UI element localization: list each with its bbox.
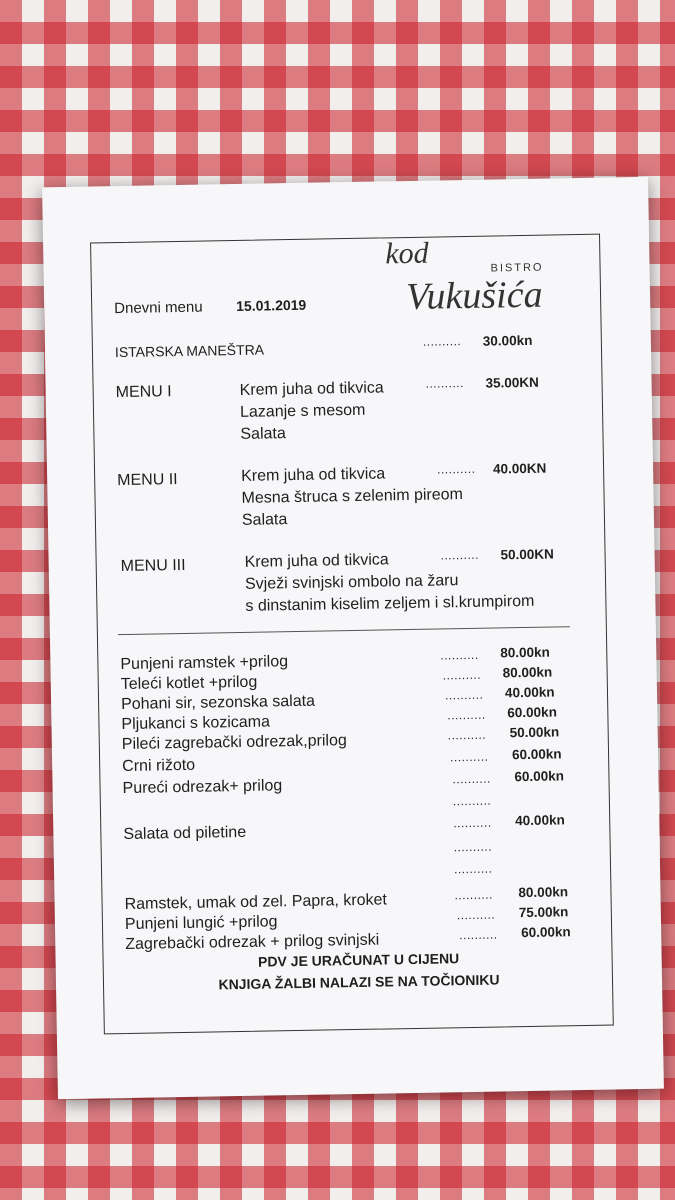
menu-2-line-3: Salata [241,511,288,529]
footer-complaints: KNJIGA ŽALBI NALAZI SE NA TOČIONIKU [218,971,500,993]
menu-sheet [42,177,664,1099]
item-8-name: Salata od piletine [123,823,247,844]
menu-3-line-2: Svježi svinjski ombolo na žaru [244,572,459,593]
item-6-dots: .......... [449,749,489,765]
item-3-price: 40.00kn [504,684,555,701]
dnevni-menu-label: Dnevni menu [114,298,203,318]
menu-1-label: MENU I [115,383,172,402]
item-10-price: 75.00kn [518,904,569,921]
menu-1-line-3: Salata [240,425,286,443]
item-9-price: 80.00kn [518,884,569,901]
item-1-dots: .......... [440,647,479,663]
menu-1-line-1: Krem juha od tikvica [239,379,384,399]
menu-3-dots: .......... [440,547,480,563]
logo-bistro: BISTRO [490,261,544,275]
item-2-dots: .......... [442,667,482,683]
menu-1-dots: .......... [425,376,465,391]
item-4-name: Pljukanci s kozicama [121,713,271,734]
item-8-price: 40.00kn [515,812,565,829]
menu-3-label: MENU III [120,556,186,576]
item-8-dots: .......... [453,815,492,831]
item-10-name: Punjeni lungić +prilog [124,913,278,934]
item-9-name: Ramstek, umak od zel. Papra, kroket [124,891,388,914]
item-7-dots: .......... [452,771,491,787]
menu-3-line-3: s dinstanim kiselim zeljem i sl.krumpirom [245,592,535,615]
istarska-dots: .......... [422,334,462,349]
istarska-name: ISTARSKA MANEŠTRA [114,341,265,361]
item-11-dots: .......... [459,927,498,943]
bistro-logo [385,236,544,319]
item-7-price: 60.00kn [514,768,565,785]
menu-1-price: 35.00KN [485,374,539,391]
item-7-name: Pureći odrezak+ prilog [122,777,283,798]
menu-3-price: 50.00KN [500,546,554,563]
menu-date: 15.01.2019 [236,296,307,314]
logo-name: Vukušića [405,273,543,319]
item-6-name: Crni rižoto [122,756,196,776]
item-10-dots: .......... [456,907,496,923]
item-11-name: Zagrebački odrezak + prilog svinjski [125,931,380,954]
item-2-price: 80.00kn [502,664,553,681]
item-4-dots: .......... [447,707,486,723]
item-3-dots: .......... [444,687,484,703]
item-9-dots: .......... [454,887,493,903]
spacer-dots-3: .......... [453,861,493,877]
menu-2-line-2: Mesna štruca s zelenim pireom [241,486,464,507]
logo-kod: kod [385,236,429,271]
item-2-name: Teleći kotlet +prilog [120,673,258,694]
spacer-dots-2: .......... [453,839,493,855]
footer-pdv: PDV JE URAČUNAT U CIJENU [257,950,460,970]
item-3-name: Pohani sir, sezonska salata [120,692,316,714]
menu-1-line-2: Lazanje s mesom [239,401,366,421]
item-5-dots: .......... [447,727,487,743]
istarska-price: 30.00kn [482,332,533,349]
item-6-price: 60.00kn [511,746,562,763]
item-11-price: 60.00kn [521,924,571,941]
item-1-name: Punjeni ramstek +prilog [120,653,289,674]
menu-2-line-1: Krem juha od tikvica [241,465,386,485]
menu-2-dots: .......... [436,461,476,477]
menu-2-price: 40.00KN [492,460,547,477]
item-5-name: Pileći zagrebački odrezak,prilog [121,732,347,754]
menu-3-line-1: Krem juha od tikvica [244,551,389,571]
item-1-price: 80.00kn [500,644,550,661]
item-4-price: 60.00kn [507,704,557,721]
spacer-dots-1: .......... [452,793,492,809]
item-5-price: 50.00kn [509,724,560,741]
menu-2-label: MENU II [117,471,178,490]
